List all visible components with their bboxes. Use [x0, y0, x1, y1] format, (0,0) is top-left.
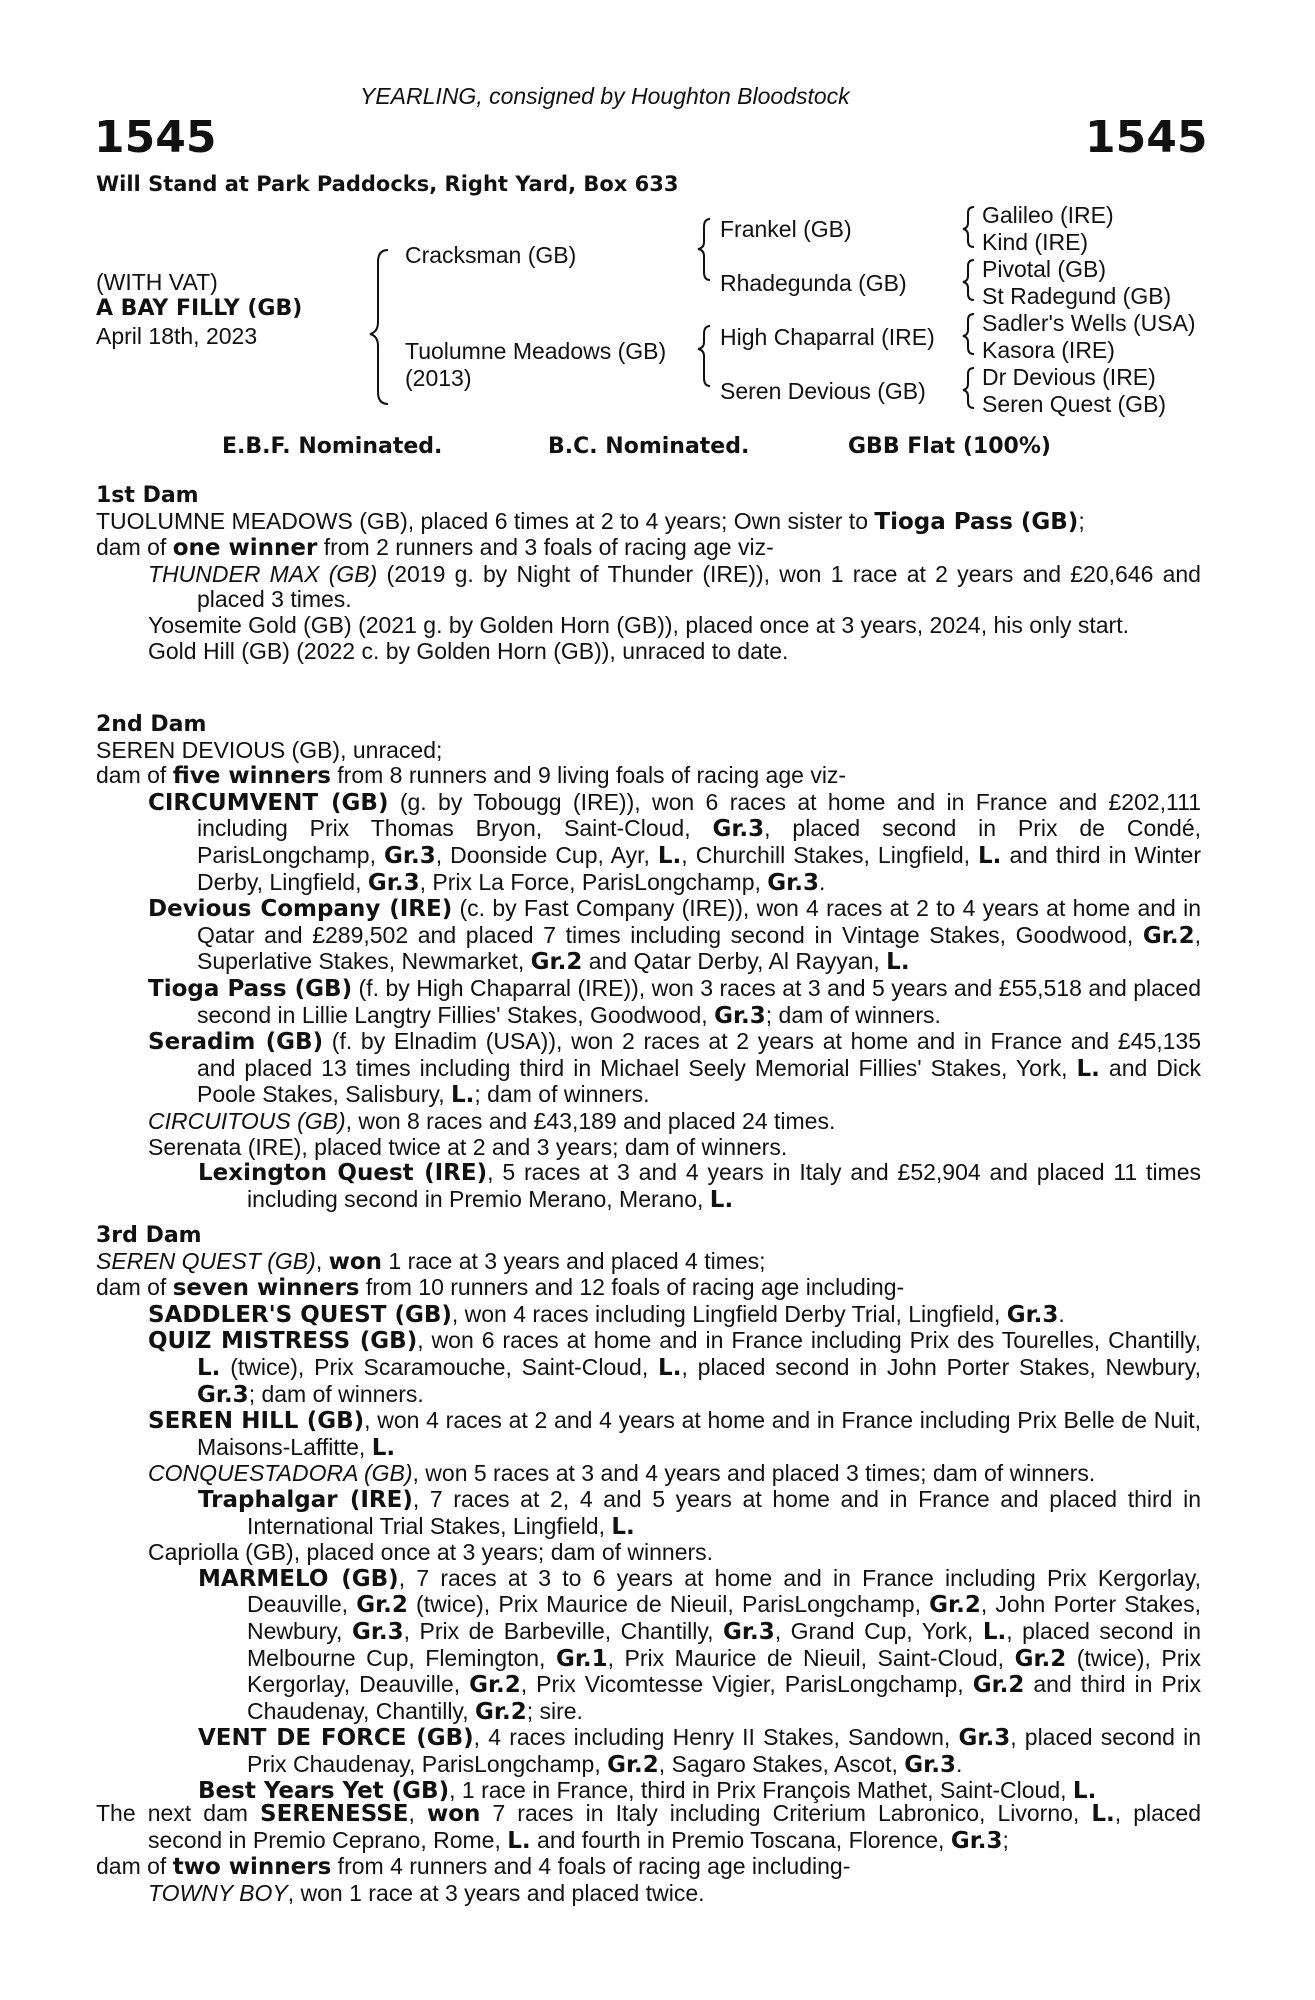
list-item: Lexington Quest (IRE), 5 races at 3 and 4 years in Italy and £52,904 and placed 11 times including second in Premio Merano, Merano, L. — [198, 1159, 1201, 1213]
next-dam-section — [96, 1801, 1201, 1906]
second-dam-produce: dam of five winners from 8 runners and 9 living foals of racing age viz- — [96, 762, 847, 790]
list-item: MARMELO (GB), 7 races at 3 to 6 years at home and in France including Prix Kergorlay, Deauville, Gr.2 (twice), Prix Maurice de Nieuil, ParisLongchamp, Gr.2, John Porter Stakes, Newbury, Gr.3, Prix de Barbeville, Chantilly, Gr.3, Grand Cup, York, L., placed second in Melbourne Cup, Flemington, Gr.1, Prix Maurice de Nieuil, Saint-Cloud, Gr.2 (twice), Prix Kergorlay, Deauville, Gr.2, Prix Vicomtesse Vigier, ParisLongchamp, Gr.2 and third in Prix Chaudenay, Chantilly, Gr.2; sire. — [198, 1564, 1201, 1725]
list-item: Gold Hill (GB) (2022 c. by Golden Horn (GB)), unraced to date. — [148, 637, 789, 664]
brace-dam — [698, 326, 710, 386]
list-item: Yosemite Gold (GB) (2021 g. by Golden Horn (GB)), placed once at 3 years, 2024, his only start. — [148, 611, 1129, 638]
list-item: CIRCUITOUS (GB), won 8 races and £43,189 and placed 24 times. — [148, 1107, 836, 1134]
list-item: VENT DE FORCE (GB), 4 races including Henry II Stakes, Sandown, Gr.3, placed second in Prix Chaudenay, ParisLongchamp, Gr.2, Sagaro Stakes, Ascot, Gr.3. — [198, 1724, 1201, 1778]
pedigree-g3: Pivotal (GB) — [982, 256, 1106, 282]
pedigree-g5: Sadler's Wells (USA) — [982, 310, 1196, 336]
pedigree-g6: Kasora (IRE) — [982, 337, 1115, 363]
pedigree-dam-dam: Seren Devious (GB) — [720, 378, 926, 404]
third-dam-produce: dam of seven winners from 10 runners and 12 foals of racing age including- — [96, 1274, 905, 1302]
list-item: Devious Company (IRE) (c. by Fast Company (IRE)), won 4 races at 2 to 4 years at home and in Qatar and £289,502 and placed 7 times including second in Vintage Stakes, Goodwood, Gr.2, Superlative Stakes, Newmarket, Gr.2 and Qatar Derby, Al Rayyan, L. — [148, 895, 1201, 976]
pedigree-dam-sire: High Chaparral (IRE) — [720, 324, 935, 350]
list-item: QUIZ MISTRESS (GB), won 6 races at home and in France including Prix des Tourelles, Chantilly, L. (twice), Prix Scaramouche, Saint-Cloud, L., placed second in John Porter Stakes, Newbury, Gr.3; dam of winners. — [148, 1327, 1201, 1408]
pedigree-sire: Cracksman (GB) — [405, 242, 577, 268]
list-item: Capriolla (GB), placed once at 3 years; dam of winners. — [148, 1539, 714, 1566]
list-item: THUNDER MAX (GB) (2019 g. by Night of Thunder (IRE)), won 1 race at 2 years and £20,646 and placed 3 times. — [148, 560, 1201, 613]
third-dam-heading: 3rd Dam — [96, 1223, 202, 1248]
first-dam-section — [96, 483, 1201, 664]
pedigree-g7: Dr Devious (IRE) — [982, 364, 1156, 390]
pedigree-g2: Kind (IRE) — [982, 229, 1089, 255]
brace-sire — [698, 219, 710, 280]
second-dam-section — [96, 712, 1201, 1213]
brace-frankel — [963, 207, 974, 247]
ebf-nomination: E.B.F. Nominated. — [222, 434, 443, 459]
list-item: SADDLER'S QUEST (GB), won 4 races including Lingfield Derby Trial, Lingfield, Gr.3. — [148, 1300, 1065, 1328]
bc-nomination: B.C. Nominated. — [548, 434, 750, 459]
next-dam-produce: dam of two winners from 4 runners and 4 foals of racing age including- — [96, 1853, 851, 1881]
pedigree-g1: Galileo (IRE) — [982, 202, 1114, 228]
lot-number-right: 1545 — [1085, 112, 1208, 163]
next-dam-intro: The next dam SERENESSE, won 7 races in Italy including Criterium Labronico, Livorno, L., placed second in Premio Ceprano, Rome, L. and fourth in Premio Toscana, Florence, Gr.3; — [96, 1800, 1201, 1854]
own-sister-name: Tioga Pass (GB) — [874, 508, 1079, 535]
list-item: Traphalgar (IRE), 7 races at 2, 4 and 5 years at home and in France and placed third in International Trial Stakes, Lingfield, L. — [198, 1485, 1201, 1540]
brace-rhadegunda — [963, 260, 974, 300]
second-dam-line1: SEREN DEVIOUS (GB), unraced; — [96, 736, 443, 763]
first-dam-produce: dam of one winner from 2 runners and 3 foals of racing age viz- — [96, 534, 774, 562]
third-dam-section — [96, 1223, 1201, 1805]
pedigree-dam-year: (2013) — [405, 365, 472, 391]
list-item: SEREN HILL (GB), won 4 races at 2 and 4 years at home and in France including Prix Belle de Nuit, Maisons-Laffitte, L. — [148, 1407, 1202, 1461]
foaling-date: April 18th, 2023 — [96, 323, 258, 349]
first-dam-intro: TUOLUMNE MEADOWS (GB), placed 6 times at 2 to 4 years; Own sister to Tioga Pass (GB); — [96, 507, 1085, 535]
list-item: Seradim (GB) (f. by Elnadim (USA)), won 2 races at 2 years at home and in France and £45,135 and placed 13 times including third in Michael Seely Memorial Fillies' Stakes, York, L. and Dick Poole Stakes, Salisbury, L.; dam of winners. — [148, 1028, 1201, 1109]
list-item: Serenata (IRE), placed twice at 2 and 3 years; dam of winners. — [148, 1133, 788, 1160]
pedigree-g4: St Radegund (GB) — [982, 283, 1172, 309]
vat-status: (WITH VAT) — [96, 269, 218, 295]
pedigree-sire-sire: Frankel (GB) — [720, 216, 852, 242]
list-item: TOWNY BOY, won 1 race at 3 years and placed twice. — [148, 1879, 705, 1906]
brace-seren-devious — [963, 368, 974, 408]
list-item: CIRCUMVENT (GB) (g. by Tobougg (IRE)), won 6 races at home and in France and £202,111 including Prix Thomas Bryon, Saint-Cloud, Gr.3, placed second in Prix de Condé, ParisLongchamp, Gr.3, Doonside Cup, Ayr, L., Churchill Stakes, Lingfield, L. and third in Winter Derby, Lingfield, Gr.3, Prix La Force, ParisLongchamp, Gr.3. — [148, 788, 1202, 896]
pedigree-dam: Tuolumne Meadows (GB) — [405, 338, 667, 364]
pedigree-g8: Seren Quest (GB) — [982, 391, 1167, 417]
brace-main — [370, 250, 388, 404]
list-item: Best Years Yet (GB), 1 race in France, third in Prix François Mathet, Saint-Cloud, L. — [198, 1777, 1097, 1805]
lot-number-left: 1545 — [94, 112, 217, 163]
brace-high-chaparral — [963, 314, 974, 354]
second-dam-heading: 2nd Dam — [96, 712, 207, 737]
horse-name: A BAY FILLY (GB) — [96, 296, 303, 321]
consignment-line: YEARLING, consigned by Houghton Bloodstock — [360, 83, 850, 109]
first-dam-heading: 1st Dam — [96, 483, 199, 508]
list-item: Tioga Pass (GB) (f. by High Chaparral (IRE)), won 3 races at 3 and 5 years and £55,518 and placed second in Lillie Langtry Fillies' Stakes, Goodwood, Gr.3; dam of winners. — [148, 974, 1201, 1029]
list-item: CONQUESTADORA (GB), won 5 races at 3 and 4 years and placed 3 times; dam of winners. — [148, 1460, 1096, 1487]
third-dam-line1: SEREN QUEST (GB), won 1 race at 3 years and placed 4 times; — [96, 1247, 766, 1275]
pedigree-sire-dam: Rhadegunda (GB) — [720, 270, 907, 296]
gbb-nomination: GBB Flat (100%) — [848, 434, 1051, 459]
stand-location: Will Stand at Park Paddocks, Right Yard, Box 633 — [96, 172, 679, 196]
